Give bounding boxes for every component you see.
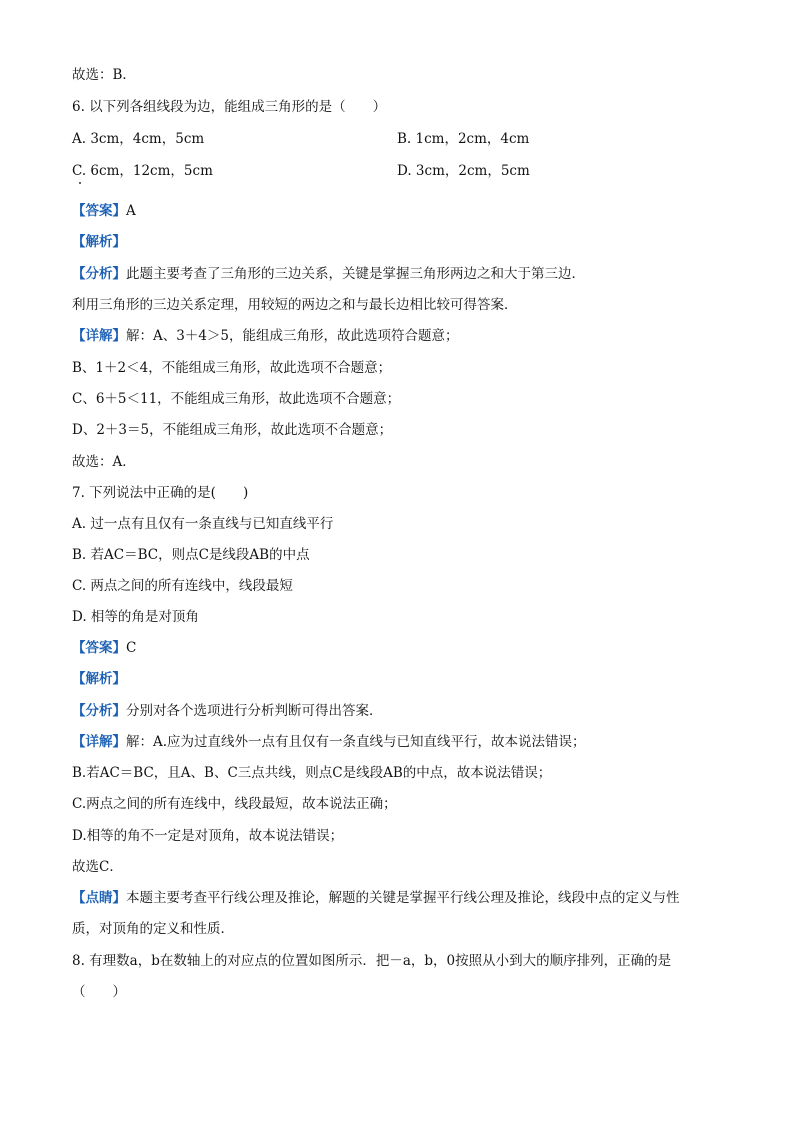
fenxi-tag: 【分析】 xyxy=(72,266,126,282)
q7-analysis-heading xyxy=(72,670,126,688)
dianjing-tag: 【点睛】 xyxy=(72,890,126,906)
dianjing-text: 本题主要考查平行线公理及推论，解题的关键是掌握平行线公理及推论，线段中点的定义与性 xyxy=(126,890,680,906)
q6-option-a: A. 3cm，4cm，5cm xyxy=(72,131,205,147)
answer-value: A xyxy=(126,203,136,219)
xiangjie-text: 解：A、3＋4＞5，能组成三角形，故此选项符合题意； xyxy=(126,328,459,344)
xiangjie-text: 解：A.应为过直线外一点有且仅有一条直线与已知直线平行，故本说法错误； xyxy=(126,734,586,750)
q6-answer xyxy=(72,202,136,220)
stray-mark xyxy=(79,182,81,184)
fenxi-text: 此题主要考查了三角形的三边关系，关键是掌握三角形两边之和大于第三边． xyxy=(126,266,585,282)
q7-case-b: B.若AC＝BC，且A、B、C三点共线，则点C是线段AB的中点，故本说法错误； xyxy=(72,765,552,781)
q6-option-c: C. 6cm，12cm，5cm xyxy=(72,163,213,179)
answer-tag: 【答案】 xyxy=(72,203,126,219)
xiangjie-tag: 【详解】 xyxy=(72,328,126,344)
analysis-tag: 【解析】 xyxy=(72,234,126,250)
q7-option-d: D. 相等的角是对顶角 xyxy=(72,609,199,625)
q6-fenxi-2: 利用三角形的三边关系定理，用较短的两边之和与最长边相比较可得答案． xyxy=(72,297,518,313)
q7-xiangjie xyxy=(72,733,586,751)
q7-case-c: C.两点之间的所有连线中，线段最短，故本说法正确； xyxy=(72,796,397,812)
q7-option-b: B. 若AC＝BC，则点C是线段AB的中点 xyxy=(72,547,310,563)
q6-case-b: B、1＋2＜4，不能组成三角形，故此选项不合题意； xyxy=(72,360,392,376)
q6-fenxi xyxy=(72,265,585,283)
question-8: 8. 有理数a，b在数轴上的对应点的位置如图所示．把－a，b，0按照从小到大的顺序排列，正确的是 xyxy=(72,953,672,969)
q7-fenxi xyxy=(72,702,383,720)
q6-option-b: B. 1cm，2cm，4cm xyxy=(397,131,530,147)
q7-conclusion: 故选C． xyxy=(72,859,123,875)
q7-answer xyxy=(72,639,136,657)
q7-case-d: D.相等的角不一定是对顶角，故本说法错误； xyxy=(72,828,344,844)
question-7: 7. 下列说法中正确的是( ) xyxy=(72,485,249,501)
fenxi-text: 分别对各个选项进行分析判断可得出答案． xyxy=(126,703,383,719)
fenxi-tag: 【分析】 xyxy=(72,703,126,719)
q6-xiangjie xyxy=(72,327,459,345)
q7-dianjing-2: 质，对顶角的定义和性质． xyxy=(72,921,234,937)
answer-value: C xyxy=(126,640,137,656)
q6-case-d: D、2＋3＝5，不能组成三角形，故此选项不合题意； xyxy=(72,422,393,438)
question-6: 6. 以下列各组线段为边，能组成三角形的是（ ） xyxy=(72,99,387,115)
q6-analysis-heading xyxy=(72,233,126,251)
q6-case-c: C、6＋5＜11，不能组成三角形，故此选项不合题意； xyxy=(72,391,401,407)
prev-answer-choice: 故选：B． xyxy=(72,67,136,83)
question-8-bracket: （ ） xyxy=(72,984,126,1000)
q6-conclusion: 故选：A． xyxy=(72,454,136,470)
answer-tag: 【答案】 xyxy=(72,640,126,656)
xiangjie-tag: 【详解】 xyxy=(72,734,126,750)
analysis-tag: 【解析】 xyxy=(72,671,126,687)
q7-option-c: C. 两点之间的所有连线中，线段最短 xyxy=(72,578,293,594)
q6-option-d: D. 3cm，2cm，5cm xyxy=(397,163,530,179)
q7-dianjing xyxy=(72,889,680,907)
q7-option-a: A. 过一点有且仅有一条直线与已知直线平行 xyxy=(72,516,334,532)
